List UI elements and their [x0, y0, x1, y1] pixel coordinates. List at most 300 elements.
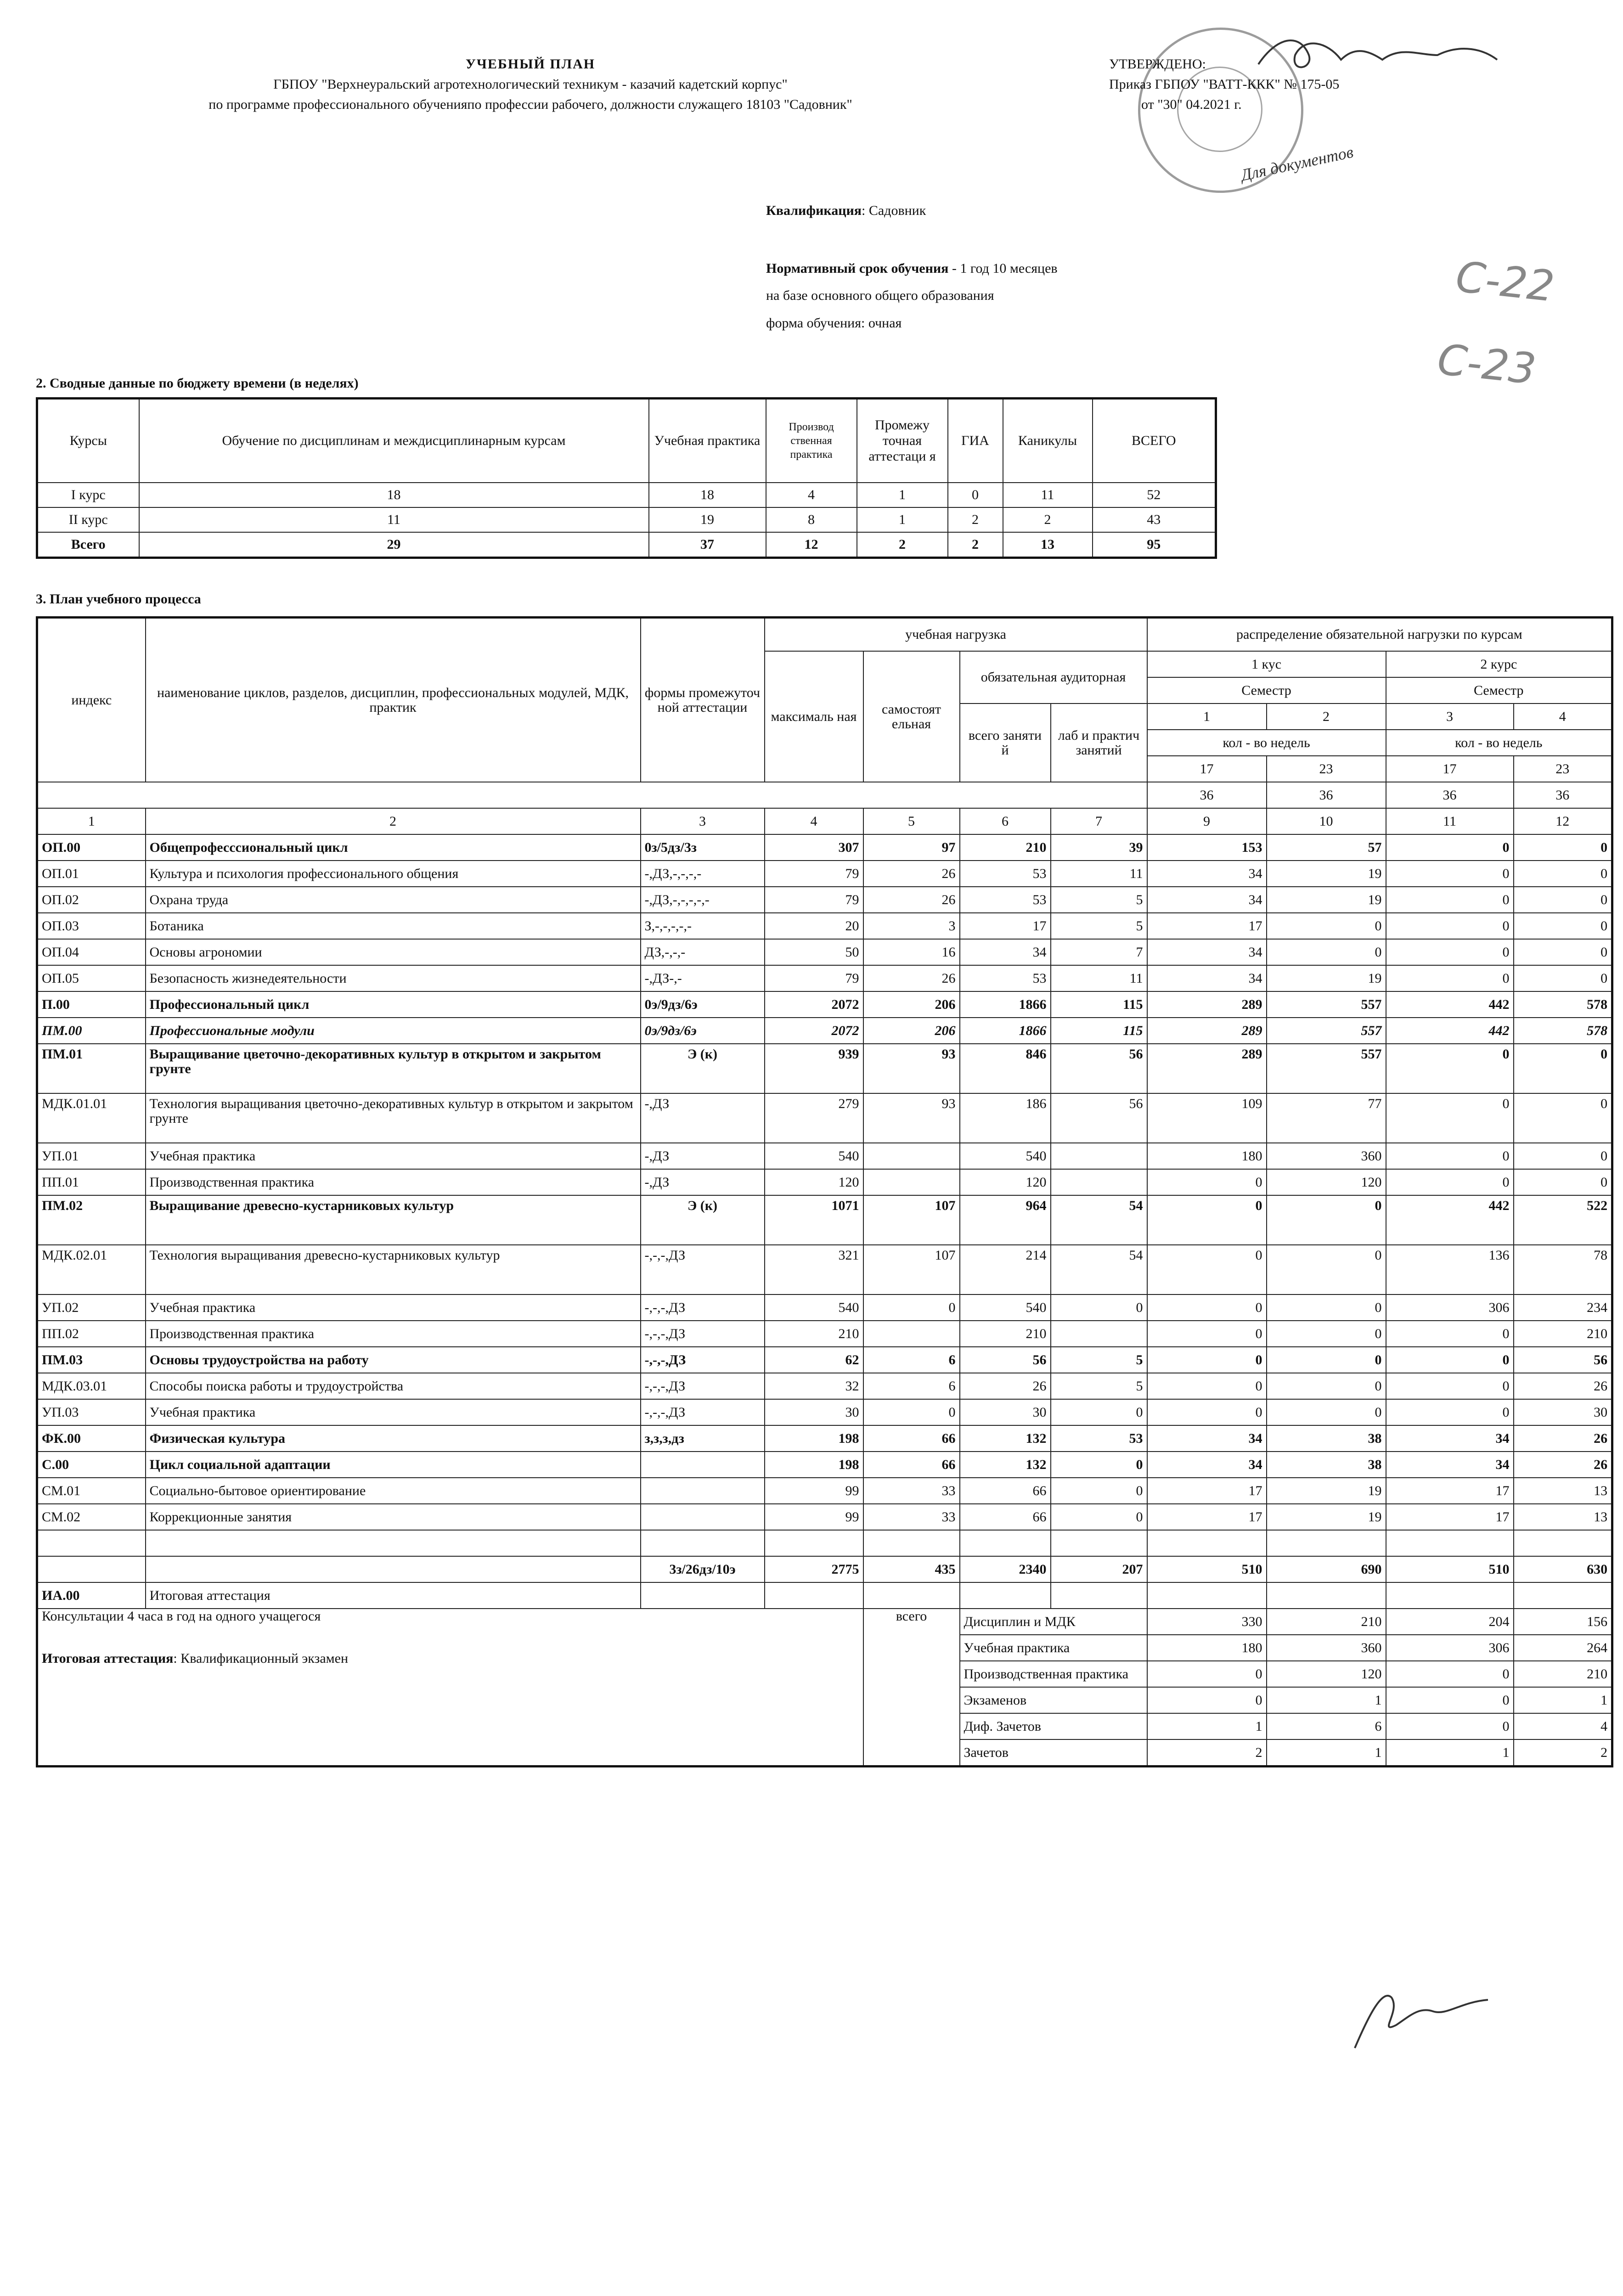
row-name: Технология выращивания древесно-кустарниковых культур [146, 1245, 641, 1294]
education-base: на базе основного общего образования [766, 288, 994, 303]
row-forms: -,ДЗ [641, 1169, 765, 1195]
table-cell: 120 [1267, 1169, 1386, 1195]
table-cell: 0 [1386, 1321, 1514, 1347]
table-cell: 0 [1051, 1294, 1147, 1321]
table-cell: 2 [1003, 507, 1093, 532]
table-cell: 12 [766, 532, 857, 558]
row-forms: Э (к) [641, 1195, 765, 1245]
table-cell: 204 [1386, 1609, 1514, 1635]
table-cell: 0 [1051, 1478, 1147, 1504]
table-cell: 0 [1514, 861, 1612, 887]
table-cell: 1 [1514, 1687, 1612, 1713]
table-cell: 630 [1514, 1556, 1612, 1582]
weeks-value: 17 [1147, 756, 1267, 782]
table-cell: 95 [1093, 532, 1216, 558]
table-cell: 939 [765, 1044, 863, 1093]
column-number: 5 [863, 808, 960, 834]
table-cell: 66 [960, 1504, 1051, 1530]
table-cell: 0 [1147, 1399, 1267, 1425]
table-cell: 0 [1386, 1373, 1514, 1399]
table-cell: 38 [1267, 1452, 1386, 1478]
table-cell: 510 [1147, 1556, 1267, 1582]
row-index: ПМ.02 [37, 1195, 146, 1245]
table-cell: 156 [1514, 1609, 1612, 1635]
table-cell: 0 [1386, 887, 1514, 913]
time-budget-table [36, 397, 1217, 559]
semester-number: 4 [1514, 703, 1612, 730]
table-cell: 54 [1051, 1195, 1147, 1245]
approval-title: УТВЕРЖДЕНО: [1109, 56, 1206, 72]
table-cell: Итоговая аттестация [146, 1582, 641, 1609]
table-cell: 0 [948, 483, 1003, 507]
term-line [766, 259, 1058, 279]
table-cell: 17 [1386, 1478, 1514, 1504]
table-cell [863, 1321, 960, 1347]
hours-value: 36 [1147, 782, 1267, 808]
table-cell: 18 [139, 483, 649, 507]
col-header: Обучение по дисциплинам и междисциплинарным курсам [139, 399, 649, 483]
table-cell: 306 [1386, 1294, 1514, 1321]
table-cell: 6 [863, 1347, 960, 1373]
document-header [28, 54, 1033, 115]
table-row [37, 1093, 1612, 1143]
table-cell: 442 [1386, 1018, 1514, 1044]
table-cell: 4 [1514, 1713, 1612, 1739]
column-number: 2 [146, 808, 641, 834]
table-cell: 0 [1386, 861, 1514, 887]
table-cell: 198 [765, 1425, 863, 1452]
col-header-course1: 1 кус [1147, 651, 1386, 677]
table-cell: 66 [863, 1425, 960, 1452]
table-cell: 307 [765, 834, 863, 861]
row-name: Цикл социальной адаптации [146, 1452, 641, 1478]
final-exam-value: : Квалификационный экзамен [173, 1651, 348, 1666]
table-cell: 34 [1147, 1425, 1267, 1452]
table-cell: 0 [1267, 1294, 1386, 1321]
table-cell: 0 [1386, 1347, 1514, 1373]
table-cell: 306 [1386, 1635, 1514, 1661]
table-cell: 39 [1051, 834, 1147, 861]
row-name: Производственная практика [146, 1169, 641, 1195]
table-cell: 26 [1514, 1452, 1612, 1478]
column-number: 10 [1267, 808, 1386, 834]
table-cell: 578 [1514, 1018, 1612, 1044]
col-header-max: максималь ная [765, 651, 863, 782]
program-name: по программе профессионального обученияпо профессии рабочего, должности служащего 18103 "Садовник" [209, 97, 852, 112]
stamp-label: Для документов [1239, 142, 1355, 185]
row-forms: -,-,-,ДЗ [641, 1399, 765, 1425]
row-forms: -,ДЗ,-,-,-,- [641, 861, 765, 887]
table-cell: 17 [1147, 1504, 1267, 1530]
table-cell: 360 [1267, 1143, 1386, 1169]
table-cell: 0 [1514, 913, 1612, 939]
table-cell: 2340 [960, 1556, 1051, 1582]
table-cell: 690 [1267, 1556, 1386, 1582]
table-cell: 62 [765, 1347, 863, 1373]
summary-label: Учебная практика [960, 1635, 1147, 1661]
table-row [37, 483, 1216, 507]
table-cell: 99 [765, 1504, 863, 1530]
row-index: С.00 [37, 1452, 146, 1478]
table-cell: 0 [1147, 1373, 1267, 1399]
col-header: ВСЕГО [1093, 399, 1216, 483]
row-forms: -,-,-,ДЗ [641, 1321, 765, 1347]
table-cell: 26 [863, 861, 960, 887]
table-cell: 32 [765, 1373, 863, 1399]
row-forms: 0з/5дз/3з [641, 834, 765, 861]
table-cell: 330 [1147, 1609, 1267, 1635]
table-cell: 0 [1147, 1687, 1267, 1713]
table-row [37, 1169, 1612, 1195]
row-forms: -,-,-,ДЗ [641, 1294, 765, 1321]
table-cell: 57 [1267, 834, 1386, 861]
notes-cell [37, 1609, 863, 1767]
weeks-label: кол - во недель [1147, 730, 1386, 756]
table-cell: 2 [948, 532, 1003, 558]
table-cell: 0 [1147, 1195, 1267, 1245]
time-budget-header [37, 399, 1216, 483]
weeks-value: 17 [1386, 756, 1514, 782]
row-name: Учебная практика [146, 1143, 641, 1169]
row-index: ОП.02 [37, 887, 146, 913]
table-cell: 0 [1147, 1661, 1267, 1687]
table-cell: 34 [1386, 1452, 1514, 1478]
table-cell: 93 [863, 1044, 960, 1093]
table-cell: 37 [649, 532, 766, 558]
summary-label: Производственная практика [960, 1661, 1147, 1687]
table-cell: 1866 [960, 1018, 1051, 1044]
table-cell: 79 [765, 887, 863, 913]
table-cell: 2072 [765, 991, 863, 1018]
col-header-semester: Семестр [1147, 677, 1386, 703]
table-cell: 17 [1147, 913, 1267, 939]
table-cell: 18 [649, 483, 766, 507]
table-cell: 50 [765, 939, 863, 965]
table-cell: 30 [960, 1399, 1051, 1425]
column-number: 3 [641, 808, 765, 834]
table-cell: II курс [37, 507, 139, 532]
table-cell: 540 [960, 1294, 1051, 1321]
table-cell: Всего [37, 532, 139, 558]
row-forms: -,-,-,ДЗ [641, 1373, 765, 1399]
table-cell: 186 [960, 1093, 1051, 1143]
table-cell: 132 [960, 1452, 1051, 1478]
row-name: Основы трудоустройства на работу [146, 1347, 641, 1373]
table-cell: 26 [863, 965, 960, 991]
table-cell: 38 [1267, 1425, 1386, 1452]
final-exam-label: Итоговая аттестация [42, 1651, 174, 1666]
table-cell: 29 [139, 532, 649, 558]
table-row [37, 887, 1612, 913]
table-cell: 0 [863, 1399, 960, 1425]
row-forms: -,ДЗ,-,-,-,-,- [641, 887, 765, 913]
table-cell: 1 [1147, 1713, 1267, 1739]
plan-body [37, 834, 1612, 1530]
semester-number: 3 [1386, 703, 1514, 730]
table-row [37, 1294, 1612, 1321]
table-cell: 540 [765, 1294, 863, 1321]
table-cell: 30 [765, 1399, 863, 1425]
table-cell: 5 [1051, 887, 1147, 913]
table-cell: 66 [960, 1478, 1051, 1504]
qualification-label: Квалификация [766, 203, 862, 218]
table-cell: 2 [948, 507, 1003, 532]
table-row [37, 1504, 1612, 1530]
table-cell: 19 [1267, 861, 1386, 887]
table-cell: 107 [863, 1195, 960, 1245]
row-name: Основы агрономии [146, 939, 641, 965]
table-row [37, 834, 1612, 861]
blank-row [37, 1530, 1612, 1556]
table-cell: 52 [1093, 483, 1216, 507]
table-cell: 53 [960, 887, 1051, 913]
row-index: УП.02 [37, 1294, 146, 1321]
table-row [37, 1245, 1612, 1294]
row-index: ОП.01 [37, 861, 146, 887]
signature-top [1249, 28, 1506, 83]
table-cell: 34 [1147, 1452, 1267, 1478]
table-row-total [37, 532, 1216, 558]
table-cell: 442 [1386, 1195, 1514, 1245]
table-cell: 0 [1051, 1399, 1147, 1425]
table-cell: 0 [1386, 1169, 1514, 1195]
table-cell: 7 [1051, 939, 1147, 965]
table-cell: 11 [1003, 483, 1093, 507]
row-name: Технология выращивания цветочно-декоративных культур в открытом и закрытом грунте [146, 1093, 641, 1143]
table-cell: 210 [1514, 1661, 1612, 1687]
table-cell: 557 [1267, 1044, 1386, 1093]
col-header: Промежу точная аттестаци я [857, 399, 948, 483]
row-index: ОП.00 [37, 834, 146, 861]
table-cell: 0 [1147, 1294, 1267, 1321]
table-cell: 2 [1514, 1739, 1612, 1767]
table-cell: 435 [863, 1556, 960, 1582]
table-cell: 321 [765, 1245, 863, 1294]
table-cell: 0 [1386, 1687, 1514, 1713]
semester-number: 1 [1147, 703, 1267, 730]
table-cell: 33 [863, 1478, 960, 1504]
table-row [37, 1044, 1612, 1093]
table-cell: 0 [1147, 1321, 1267, 1347]
table-cell: 56 [1051, 1093, 1147, 1143]
column-number: 4 [765, 808, 863, 834]
table-cell: 1 [1267, 1739, 1386, 1767]
table-cell: 26 [1514, 1425, 1612, 1452]
table-cell: 5 [1051, 1347, 1147, 1373]
table-cell: 0 [1386, 1399, 1514, 1425]
table-cell: I курс [37, 483, 139, 507]
table-cell: 1 [1386, 1739, 1514, 1767]
row-forms [641, 1478, 765, 1504]
table-cell: 2 [1147, 1739, 1267, 1767]
table-cell: 0 [1267, 913, 1386, 939]
table-row [37, 1321, 1612, 1347]
row-forms: -,ДЗ [641, 1093, 765, 1143]
column-number: 11 [1386, 808, 1514, 834]
table-cell: 0 [1267, 1195, 1386, 1245]
table-cell: 206 [863, 1018, 960, 1044]
table-cell: 0 [1267, 1321, 1386, 1347]
table-cell: 0 [1386, 913, 1514, 939]
col-header-self: самостоят ельная [863, 651, 960, 782]
table-cell: 109 [1147, 1093, 1267, 1143]
table-cell [1051, 1143, 1147, 1169]
table-cell: 0 [1267, 1399, 1386, 1425]
semester-number: 2 [1267, 703, 1386, 730]
table-cell: 26 [960, 1373, 1051, 1399]
table-row [37, 965, 1612, 991]
table-cell: 289 [1147, 1018, 1267, 1044]
table-cell: 0 [1514, 939, 1612, 965]
table-cell: 34 [960, 939, 1051, 965]
handwritten-note-a: С-22 [1453, 252, 1557, 311]
table-cell: 2775 [765, 1556, 863, 1582]
row-index: ПМ.01 [37, 1044, 146, 1093]
table-cell: 210 [1514, 1321, 1612, 1347]
column-number: 1 [37, 808, 146, 834]
row-index: СМ.01 [37, 1478, 146, 1504]
table-cell: 43 [1093, 507, 1216, 532]
row-name: Производственная практика [146, 1321, 641, 1347]
table-cell: 522 [1514, 1195, 1612, 1245]
row-forms: -,-,-,ДЗ [641, 1347, 765, 1373]
table-cell: 0 [1267, 1245, 1386, 1294]
row-index: ОП.04 [37, 939, 146, 965]
row-name: Социально-бытовое ориентирование [146, 1478, 641, 1504]
table-cell: 19 [1267, 887, 1386, 913]
col-header: Каникулы [1003, 399, 1093, 483]
weeks-value: 23 [1514, 756, 1612, 782]
table-cell: 0 [1147, 1245, 1267, 1294]
row-forms: 0э/9дз/6э [641, 991, 765, 1018]
signature-bottom [1350, 1979, 1506, 2053]
col-header-distribution: распределение обязательной нагрузки по курсам [1147, 618, 1612, 652]
table-cell: 13 [1514, 1504, 1612, 1530]
table-cell: 279 [765, 1093, 863, 1143]
table-cell: 3 [863, 913, 960, 939]
table-cell: 0 [1267, 1373, 1386, 1399]
table-cell: 34 [1147, 965, 1267, 991]
table-cell: 34 [1386, 1425, 1514, 1452]
org-name: ГБПОУ "Верхнеуральский агротехнологический техникум - казачий кадетский корпус" [273, 77, 788, 92]
table-cell: 11 [1051, 861, 1147, 887]
table-cell: 0 [1514, 1143, 1612, 1169]
table-cell: 210 [765, 1321, 863, 1347]
vsego-label: всего [863, 1609, 960, 1767]
row-index: МДК.03.01 [37, 1373, 146, 1399]
handwritten-note-b: С-23 [1435, 335, 1538, 394]
table-cell: 19 [1267, 965, 1386, 991]
row-name: Физическая культура [146, 1425, 641, 1452]
table-cell [863, 1143, 960, 1169]
approval-date: от "30" 04.2021 г. [1141, 97, 1242, 112]
table-row [37, 1399, 1612, 1425]
table-cell: 210 [960, 1321, 1051, 1347]
summary-label: Дисциплин и МДК [960, 1609, 1147, 1635]
column-number: 6 [960, 808, 1051, 834]
table-cell: 0 [1514, 1169, 1612, 1195]
table-cell: 1 [857, 483, 948, 507]
hours-value: 36 [1514, 782, 1612, 808]
table-cell: 34 [1147, 861, 1267, 887]
table-cell: 264 [1514, 1635, 1612, 1661]
table-cell: 107 [863, 1245, 960, 1294]
table-cell: 120 [765, 1169, 863, 1195]
table-cell: 557 [1267, 1018, 1386, 1044]
table-row [37, 1195, 1612, 1245]
table-cell: 6 [863, 1373, 960, 1399]
table-cell: 17 [960, 913, 1051, 939]
row-name: Профессиональные модули [146, 1018, 641, 1044]
row-index: УП.03 [37, 1399, 146, 1425]
row-index: ОП.05 [37, 965, 146, 991]
table-cell: 0 [1267, 939, 1386, 965]
table-cell: 115 [1051, 1018, 1147, 1044]
table-cell: 5 [1051, 913, 1147, 939]
summary-label: Диф. Зачетов [960, 1713, 1147, 1739]
table-cell: 34 [1147, 887, 1267, 913]
col-header-semester: Семестр [1386, 677, 1612, 703]
table-cell: 198 [765, 1452, 863, 1478]
table-row [37, 1347, 1612, 1373]
table-cell: 13 [1514, 1478, 1612, 1504]
table-cell: 93 [863, 1093, 960, 1143]
column-number: 9 [1147, 808, 1267, 834]
table-cell: 0 [1267, 1347, 1386, 1373]
table-cell: 0 [1514, 965, 1612, 991]
totals-forms: 3з/26дз/10э [641, 1556, 765, 1582]
table-row [37, 861, 1612, 887]
summary-label: Зачетов [960, 1739, 1147, 1767]
row-index: УП.01 [37, 1143, 146, 1169]
row-forms: З,-,-,-,-,- [641, 913, 765, 939]
weeks-value: 23 [1267, 756, 1386, 782]
row-index: ОП.03 [37, 913, 146, 939]
table-cell: 234 [1514, 1294, 1612, 1321]
row-name: Охрана труда [146, 887, 641, 913]
table-cell: 19 [649, 507, 766, 532]
table-cell: 360 [1267, 1635, 1386, 1661]
table-cell: 54 [1051, 1245, 1147, 1294]
table-row [37, 1452, 1612, 1478]
table-cell: 4 [766, 483, 857, 507]
col-header-load: учебная нагрузка [765, 618, 1147, 652]
row-name: Учебная практика [146, 1399, 641, 1425]
table-cell: 289 [1147, 1044, 1267, 1093]
column-number: 12 [1514, 808, 1612, 834]
study-plan-table [36, 616, 1613, 1767]
col-header-total: всего заняти й [960, 703, 1051, 782]
qualification-line [766, 201, 926, 221]
table-cell: 79 [765, 861, 863, 887]
study-form: форма обучения: очная [766, 315, 902, 331]
table-cell: 153 [1147, 834, 1267, 861]
table-cell: 1 [1267, 1687, 1386, 1713]
table-cell: 56 [1051, 1044, 1147, 1093]
table-cell: 115 [1051, 991, 1147, 1018]
table-cell: 0 [1051, 1452, 1147, 1478]
col-header: Курсы [37, 399, 139, 483]
table-cell: ИА.00 [37, 1582, 146, 1609]
table-cell: 0 [1386, 1044, 1514, 1093]
col-header: ГИА [948, 399, 1003, 483]
row-name: Ботаника [146, 913, 641, 939]
table-cell: 120 [1267, 1661, 1386, 1687]
table-cell [1051, 1169, 1147, 1195]
totals-row [37, 1556, 1612, 1582]
table-cell: 26 [1514, 1373, 1612, 1399]
row-forms: Э (к) [641, 1044, 765, 1093]
